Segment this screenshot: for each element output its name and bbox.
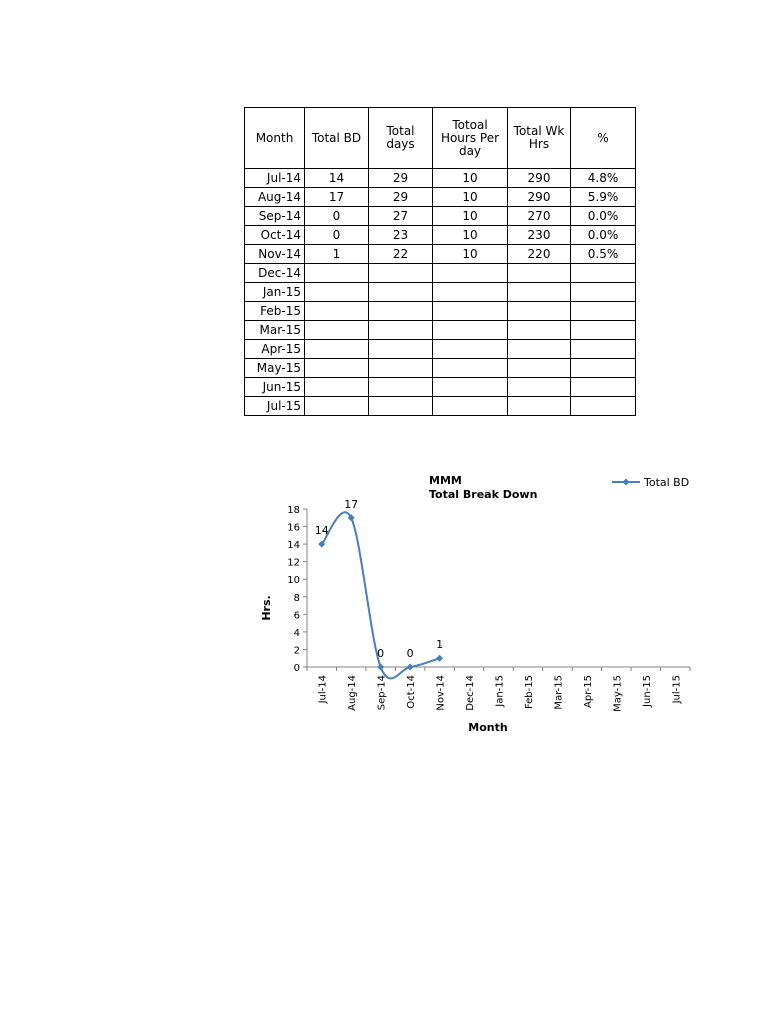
table-cell: 230 bbox=[508, 226, 571, 245]
month-cell: Nov-14 bbox=[245, 245, 305, 264]
data-label: 0 bbox=[377, 647, 385, 660]
y-tick-label: 10 bbox=[287, 575, 300, 587]
table-cell: 22 bbox=[369, 245, 433, 264]
x-axis-label: Month bbox=[468, 721, 508, 734]
table-cell: 0 bbox=[305, 207, 369, 226]
table-cell: 290 bbox=[508, 169, 571, 188]
table-cell: 14 bbox=[305, 169, 369, 188]
month-cell: Jul-14 bbox=[245, 169, 305, 188]
table-cell: 10 bbox=[433, 169, 508, 188]
month-cell: Feb-15 bbox=[245, 302, 305, 321]
month-cell: Jan-15 bbox=[245, 283, 305, 302]
month-cell: Jul-15 bbox=[245, 397, 305, 416]
legend-label: Total BD bbox=[644, 476, 690, 489]
y-tick-label: 18 bbox=[287, 505, 300, 516]
table-cell: 23 bbox=[369, 226, 433, 245]
table-cell: 290 bbox=[508, 188, 571, 207]
x-tick-label: Oct-14 bbox=[406, 675, 418, 709]
y-tick-label: 2 bbox=[293, 645, 300, 657]
month-cell: Sep-14 bbox=[245, 207, 305, 226]
y-tick-label: 4 bbox=[293, 627, 300, 639]
table-cell: 270 bbox=[508, 207, 571, 226]
legend-marker bbox=[623, 479, 630, 486]
chart-title-line-1: MMM bbox=[429, 474, 462, 487]
x-axis bbox=[307, 667, 690, 712]
y-axis bbox=[287, 505, 307, 674]
x-tick-label: Mar-15 bbox=[553, 675, 565, 710]
table-cell: 5.9% bbox=[571, 188, 636, 207]
month-cell: Jun-15 bbox=[245, 378, 305, 397]
x-tick-label: Dec-14 bbox=[465, 675, 477, 711]
column-header: Totoal Hours Per day bbox=[433, 108, 508, 169]
month-cell: Aug-14 bbox=[245, 188, 305, 207]
month-cell: May-15 bbox=[245, 359, 305, 378]
x-tick-label: Jul-15 bbox=[671, 675, 683, 704]
x-tick-label: Jul-14 bbox=[317, 675, 329, 704]
x-tick-label: May-15 bbox=[612, 675, 624, 712]
data-label: 17 bbox=[344, 497, 359, 511]
table-cell: 0.0% bbox=[571, 207, 636, 226]
y-tick-label: 0 bbox=[293, 663, 300, 674]
y-axis-label: Hrs. bbox=[260, 595, 273, 621]
data-label: 0 bbox=[406, 647, 414, 660]
table-cell: 29 bbox=[369, 169, 433, 188]
table-cell: 220 bbox=[508, 245, 571, 264]
table-cell: 1 bbox=[305, 245, 369, 264]
x-tick-label: Apr-15 bbox=[582, 675, 594, 708]
column-header: Total BD bbox=[305, 108, 369, 169]
month-cell: Dec-14 bbox=[245, 264, 305, 283]
table-cell: 10 bbox=[433, 226, 508, 245]
column-header: Month bbox=[245, 108, 305, 169]
table-cell: 10 bbox=[433, 245, 508, 264]
data-point-marker bbox=[407, 664, 414, 671]
y-tick-label: 16 bbox=[287, 522, 300, 534]
x-tick-label: Aug-14 bbox=[347, 675, 359, 711]
table-cell: 0.0% bbox=[571, 226, 636, 245]
data-label: 1 bbox=[436, 638, 444, 652]
table-cell: 29 bbox=[369, 188, 433, 207]
data-point-marker bbox=[436, 655, 443, 662]
table-cell: 4.8% bbox=[571, 169, 636, 188]
x-tick-label: Sep-14 bbox=[376, 675, 388, 711]
x-tick-label: Nov-14 bbox=[435, 675, 447, 711]
table-cell: 0.5% bbox=[571, 245, 636, 264]
x-tick-label: Jan-15 bbox=[494, 675, 506, 707]
data-point-marker bbox=[377, 664, 384, 671]
y-tick-label: 8 bbox=[293, 592, 300, 604]
table-cell: 10 bbox=[433, 188, 508, 207]
chart-title bbox=[429, 474, 537, 501]
month-cell: Mar-15 bbox=[245, 321, 305, 340]
data-label: 14 bbox=[314, 524, 329, 538]
month-cell: Oct-14 bbox=[245, 226, 305, 245]
table-cell: 17 bbox=[305, 188, 369, 207]
column-header: Total Wk Hrs bbox=[508, 108, 571, 169]
y-tick-label: 12 bbox=[287, 557, 300, 569]
table-cell: 10 bbox=[433, 207, 508, 226]
y-tick-label: 14 bbox=[287, 540, 300, 552]
y-tick-label: 6 bbox=[293, 610, 300, 622]
x-tick-label: Jun-15 bbox=[641, 675, 653, 707]
table-cell: 27 bbox=[369, 207, 433, 226]
table-cell: 0 bbox=[305, 226, 369, 245]
x-tick-label: Feb-15 bbox=[523, 675, 535, 710]
column-header: % bbox=[571, 108, 636, 169]
series-total-bd bbox=[315, 498, 443, 679]
column-header: Total days bbox=[369, 108, 433, 169]
month-cell: Apr-15 bbox=[245, 340, 305, 359]
chart-subtitle: Total Break Down bbox=[429, 488, 538, 501]
chart-legend bbox=[612, 476, 689, 489]
